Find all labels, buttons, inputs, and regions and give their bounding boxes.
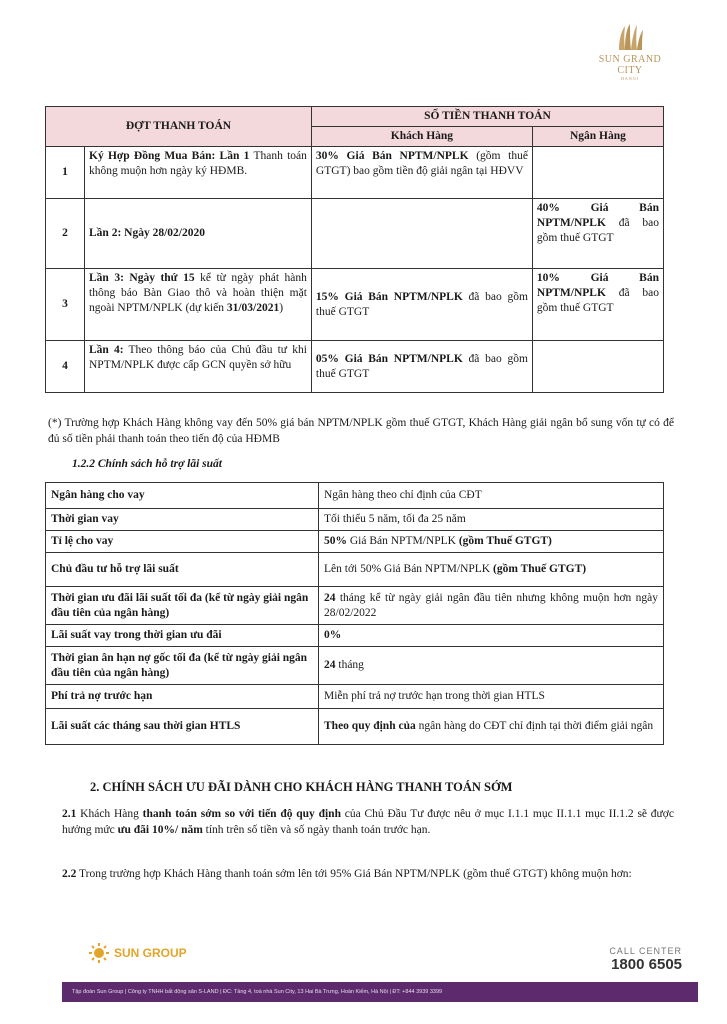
table-row [46,647,664,685]
footnote: (*) Trường hợp Khách Hàng không vay đến 50% giá bán NPTM/NPLK gồm thuế GTGT, Khách Hàng giải ngân bổ sung vốn tự có để đủ số tiền phải thanh toán theo tiến độ của HĐMB [48,417,674,445]
row-value: 0% [319,625,664,647]
logo-brand-text: SUN GRAND CITY [598,54,662,76]
row-label: Thời gian ưu đãi lãi suất tối đa (kể từ ngày giải ngân đầu tiên của ngân hàng) [46,587,319,625]
stage-cell: Lần 2: Ngày 28/02/2020 [85,199,312,269]
bank-cell: 10% Giá Bán NPTM/NPLK đã bao gồm thuế GTGT [532,269,663,341]
table-row [46,625,664,647]
row-label: Thời gian ân hạn nợ gốc tối đa (kể từ ngày giải ngân đầu tiên của ngân hàng) [46,647,319,685]
table-row [46,509,664,531]
row-value: Tối thiểu 5 năm, tối đa 25 năm [319,509,664,531]
table-row [46,269,664,341]
call-center-phone: 1800 6505 [611,956,682,973]
row-value: 50% Giá Bán NPTM/NPLK (gồm Thuế GTGT) [319,531,664,553]
stage-cell: Ký Hợp Đồng Mua Bán: Lần 1 Thanh toán không muộn hơn ngày ký HĐMB. [85,147,312,199]
row-label: Lãi suất vay trong thời gian ưu đãi [46,625,319,647]
customer-cell: 30% Giá Bán NPTM/NPLK (gồm thuế GTGT) bao gồm tiền độ giải ngân tại HĐVV [311,147,532,199]
row-value: 24 tháng [319,647,664,685]
row-value: 24 tháng kể từ ngày giải ngân đầu tiên nhưng không muộn hơn ngày 28/02/2022 [319,587,664,625]
row-value: Lên tới 50% Giá Bán NPTM/NPLK (gồm Thuế GTGT) [319,553,664,587]
header-payment-amount: SỐ TIỀN THANH TOÁN [311,107,663,127]
sun-group-logo [88,942,187,964]
stage-cell: Lần 4: Theo thông báo của Chủ đầu tư khi NPTM/NPLK được cấp GCN quyền sở hữu [85,341,312,393]
bank-cell: 40% Giá Bán NPTM/NPLK đã bao gồm thuế GTGT [532,199,663,269]
row-number: 4 [46,341,85,393]
header-payment-stage: ĐỢT THANH TOÁN [46,107,312,147]
header-bank: Ngân Hàng [532,127,663,147]
table-row [46,709,664,745]
row-label: Thời gian vay [46,509,319,531]
call-center [609,946,682,973]
row-label: Tỉ lệ cho vay [46,531,319,553]
payment-schedule-table [45,106,664,393]
table-row [46,341,664,393]
stage-cell: Lần 3: Ngày thứ 15 kể từ ngày phát hành thông báo Bàn Giao thô và hoàn thiện mặt ngoài NPTM/NPLK (dự kiến 31/03/2021) [85,269,312,341]
section-2-title: 2. CHÍNH SÁCH ƯU ĐÃI DÀNH CHO KHÁCH HÀNG THANH TOÁN SỚM [90,780,513,794]
table-row [46,685,664,709]
table-row [46,147,664,199]
row-number: 1 [46,147,85,199]
bank-cell [532,147,663,199]
table-row [46,587,664,625]
paragraph-2-2: 2.2 Trong trường hợp Khách Hàng thanh toán sớm lên tới 95% Giá Bán NPTM/NPLK (gồm thuế GTGT) không muộn hơn: [62,868,632,880]
row-label: Lãi suất các tháng sau thời gian HTLS [46,709,319,745]
customer-cell [311,199,532,269]
header-customer: Khách Hàng [311,127,532,147]
table-row [46,553,664,587]
subsection-title: 1.2.2 Chính sách hỗ trợ lãi suất [72,458,222,470]
table-row [46,531,664,553]
paragraph-2-1: 2.1 Khách Hàng thanh toán sớm so với tiến độ quy định của Chủ Đầu Tư được nêu ở mục I.1.1 mục II.1.1 mục II.1.2 sẽ được hưởng mức ưu đãi 10%/ năm tính trên số tiền và số ngày thanh toán trước hạn. [62,808,674,836]
row-value: Ngân hàng theo chỉ định của CĐT [319,483,664,509]
bank-cell [532,341,663,393]
logo-sub-text: HANOI [621,76,639,81]
row-value: Miễn phí trả nợ trước hạn trong thời gian HTLS [319,685,664,709]
sun-group-text: SUN GROUP [114,946,187,960]
customer-cell: 05% Giá Bán NPTM/NPLK đã bao gồm thuế GTGT [311,341,532,393]
call-center-label: CALL CENTER [609,946,682,956]
row-label: Chủ đầu tư hỗ trợ lãi suất [46,553,319,587]
footer-address-bar: Tập đoàn Sun Group | Công ty TNHH bất động sản S-LAND | ĐC: Tầng 4, toà nhà Sun City, 13 Hai Bà Trưng, Hoàn Kiếm, Hà Nội | ĐT: +844 3939 3399 [62,982,698,1002]
row-label: Phí trả nợ trước hạn [46,685,319,709]
row-value: Theo quy định của ngân hàng do CĐT chỉ định tại thời điểm giải ngân [319,709,664,745]
sun-grand-city-logo [585,22,675,81]
row-number: 2 [46,199,85,269]
interest-support-table [45,482,664,745]
customer-cell: 15% Giá Bán NPTM/NPLK đã bao gồm thuế GTGT [311,269,532,341]
row-number: 3 [46,269,85,341]
row-label: Ngân hàng cho vay [46,483,319,509]
logo-icon [613,22,647,52]
table-row [46,199,664,269]
sun-icon [88,942,110,964]
table-row [46,483,664,509]
